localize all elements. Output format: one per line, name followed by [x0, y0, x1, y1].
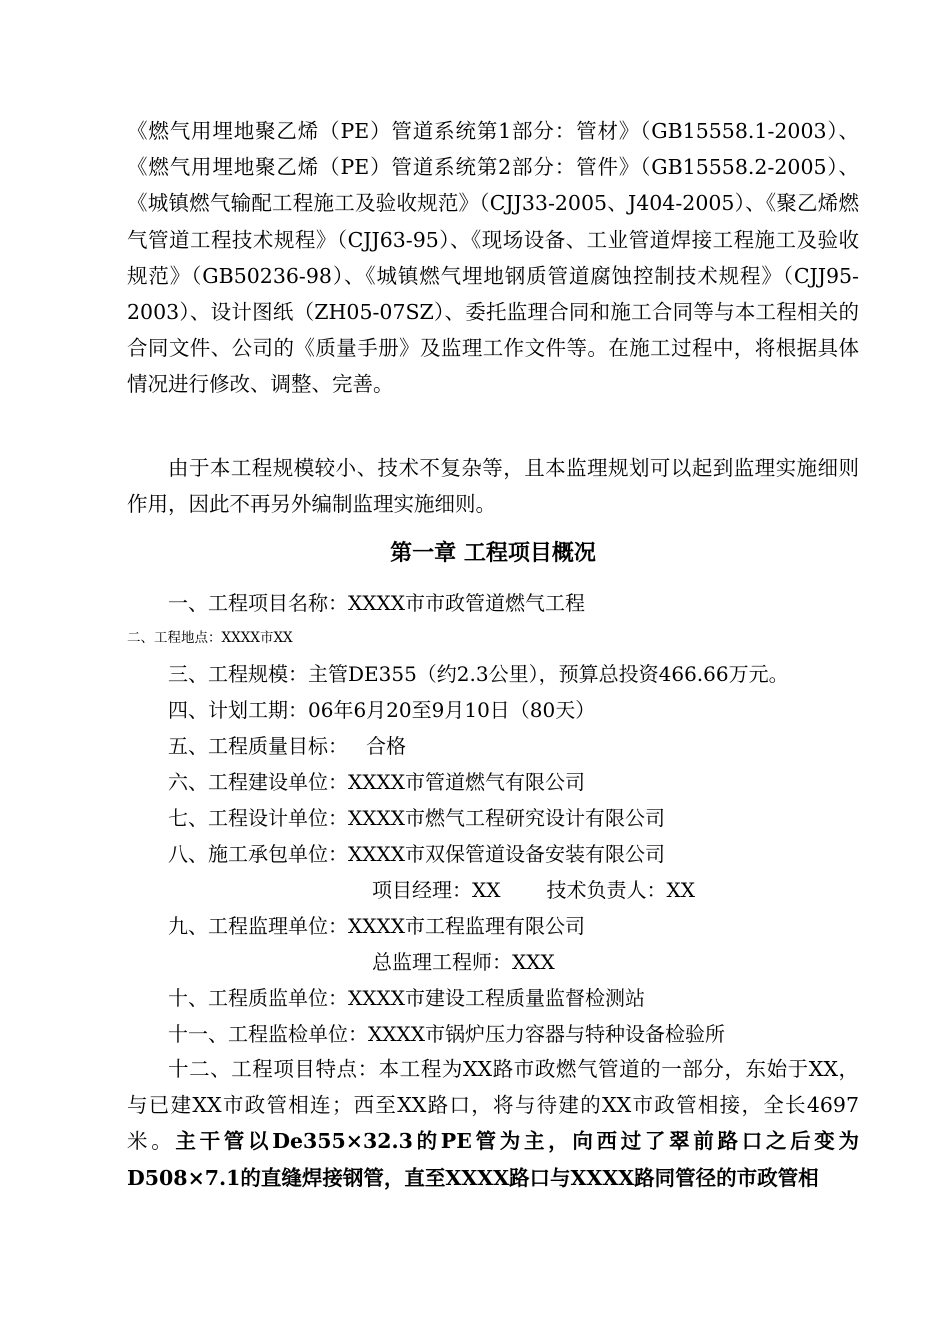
item-owner: 六、工程建设单位：XXXX市管道燃气有限公司 — [168, 770, 585, 794]
item-contractor: 八、施工承包单位：XXXX市双保管道设备安装有限公司 — [168, 842, 665, 866]
technical-lead: 技术负责人：XX — [546, 878, 695, 902]
item-quality-station: 十、工程质监单位：XXXX市建设工程质量监督检测站 — [168, 986, 645, 1010]
item-quality-target — [168, 729, 406, 763]
item-project-scale: 三、工程规模：主管DE355（约2.3公里），预算总投资466.66万元。 — [168, 662, 789, 686]
no-detail-rules-paragraph: 由于本工程规模较小、技术不复杂等，且本监理规划可以起到监理实施细则作用，因此不再另外编制监理实施细则。 — [127, 456, 859, 517]
item-schedule: 四、计划工期：06年6月20至9月10日（80天） — [168, 698, 596, 722]
item-chief-engineer: 总监理工程师：XXX — [372, 950, 555, 974]
features-text: 十二、工程项目特点：本工程为XX路市政燃气管道的一部分，东始于XX，与已建XX市政管相连；西至XX路口，将与待建的XX市政管相接，全长4697米。 — [127, 1057, 859, 1154]
quality-target-value: 合格 — [366, 734, 406, 758]
features-bold-text: 主干管以De355×32.3的PE管为主，向西过了翠前路口之后变为D508×7.1的直缝焊接钢管，直至XXXX路口与XXXX路同管径的市政管相 — [127, 1129, 860, 1190]
project-features-paragraph — [127, 1051, 859, 1196]
chapter-title: 第一章 工程项目概况 — [390, 540, 596, 566]
references-paragraph: 《燃气用埋地聚乙烯（PE）管道系统第1部分：管材》（GB15558.1-2003）、《燃气用埋地聚乙烯（PE）管道系统第2部分：管件》（GB15558.2-2005）、《城镇燃气输配工程施工及验收规范》（CJJ33-2005、J404-2005）、《聚乙烯燃气管道工程技术规程》（CJJ63-95）、《现场设备、工业管道焊接工程施工及验收规范》（GB50236-98）、《城镇燃气埋地钢质管道腐蚀控制技术规程》（CJJ95-2003）、设计图纸（ZH05-07SZ）、委托监理合同和施工合同等与本工程相关的合同文件、公司的《质量手册》及监理工作文件等。在施工过程中，将根据具体情况进行修改、调整、完善。 — [127, 119, 859, 397]
item-supervisor: 九、工程监理单位：XXXX市工程监理有限公司 — [168, 914, 585, 938]
quality-target-label: 五、工程质量目标： — [168, 734, 348, 758]
item-contractor-staff — [372, 873, 695, 907]
item-project-location: 二、工程地点：XXXX市XX — [127, 630, 293, 646]
item-inspection: 十一、工程监检单位：XXXX市锅炉压力容器与特种设备检验所 — [168, 1022, 725, 1046]
project-manager: 项目经理：XX — [372, 878, 501, 902]
item-project-name: 一、工程项目名称：XXXX市市政管道燃气工程 — [168, 591, 585, 615]
item-designer: 七、工程设计单位：XXXX市燃气工程研究设计有限公司 — [168, 806, 665, 830]
